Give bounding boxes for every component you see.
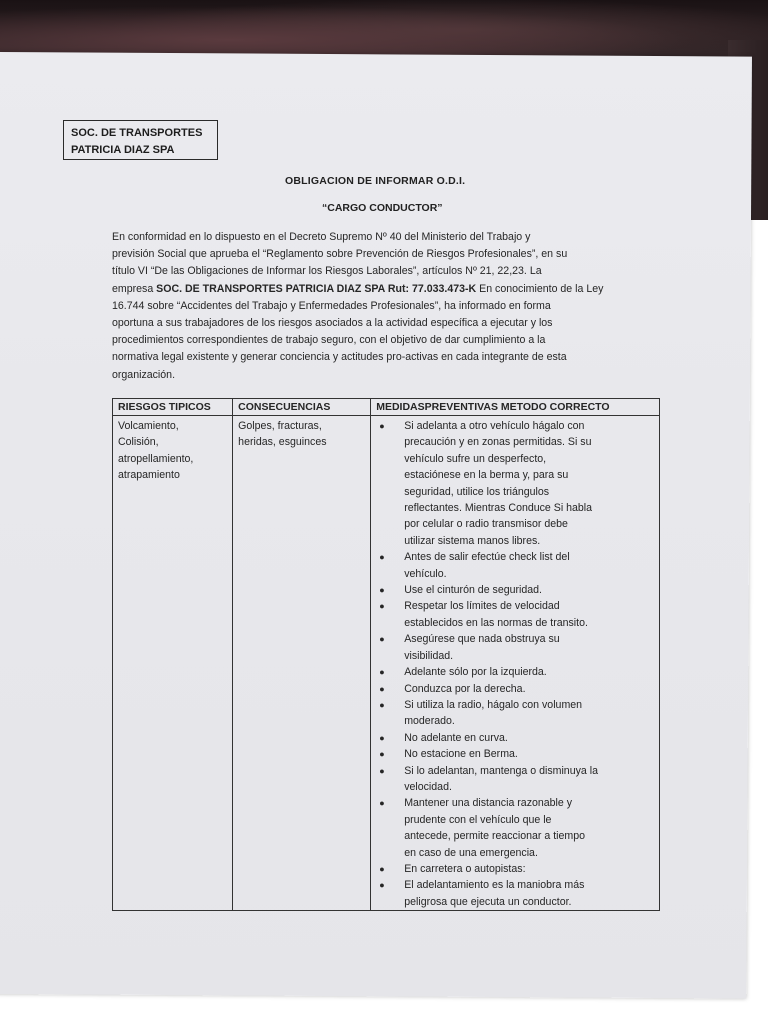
measure-text-line: En carretera o autopistas: xyxy=(404,862,526,875)
bullet-icon: ● xyxy=(379,683,385,694)
bullet-icon: ● xyxy=(379,749,385,760)
document-subtitle: “CARGO CONDUCTOR” xyxy=(322,202,443,214)
measure-text-line: moderado. xyxy=(404,715,455,728)
bullet-icon: ● xyxy=(379,880,385,891)
measure-text-line: No estacione en Berma. xyxy=(404,748,518,761)
measure-text-line: Si lo adelantan, mantenga o disminuya la xyxy=(404,764,598,777)
measure-item xyxy=(379,763,654,796)
intro-line-post: En conocimiento de la Ley xyxy=(476,282,604,295)
bullet-icon: ● xyxy=(379,765,385,776)
bullet-icon: ● xyxy=(379,585,385,596)
measure-text-line: No adelante en curva. xyxy=(404,731,508,744)
intro-line: 16.744 sobre “Accidentes del Trabajo y Enfermedades Profesionales”, ha informado en forma xyxy=(112,299,551,312)
risk-item: atropellamiento, xyxy=(118,452,194,465)
risks-cell xyxy=(113,416,233,911)
measure-item xyxy=(379,418,654,549)
measure-text-line: El adelantamiento es la maniobra más xyxy=(404,879,585,892)
company-name-line-2: PATRICIA DIAZ SPA xyxy=(71,144,175,156)
intro-line: procedimientos correspondientes de trabajo seguro, con el objetivo de dar cumplimiento a la xyxy=(112,334,546,347)
intro-company-rut: SOC. DE TRANSPORTES PATRICIA DIAZ SPA Rut: 77.033.473-K xyxy=(156,282,477,295)
measure-text-line: Asegúrese que nada obstruya su xyxy=(404,633,560,646)
measure-text-line: Antes de salir efectúe check list del xyxy=(404,551,570,564)
header-risks: RIESGOS TIPICOS xyxy=(113,399,233,416)
measure-item xyxy=(379,681,654,697)
measure-item xyxy=(379,631,654,664)
measure-text-line: Mantener una distancia razonable y xyxy=(404,797,573,810)
bullet-icon: ● xyxy=(379,699,385,710)
bullet-icon: ● xyxy=(379,798,385,809)
measure-text-line: precaución y en zonas permitidas. Si su xyxy=(404,436,592,449)
risk-table xyxy=(112,398,660,911)
measure-text-line: Respetar los límites de velocidad xyxy=(404,600,560,613)
measure-text-line: vehículo sufre un desperfecto, xyxy=(404,452,547,465)
intro-line-company xyxy=(112,281,652,298)
measure-text-line: peligrosa que ejecuta un conductor. xyxy=(404,895,572,908)
intro-line: oportuna a sus trabajadores de los riesgos asociados a la actividad específica a ejecutar y los xyxy=(112,317,553,330)
measure-text-line: por celular o radio transmisor debe xyxy=(404,518,568,531)
measures-list xyxy=(376,418,654,910)
header-consequences: CONSECUENCIAS xyxy=(233,399,371,416)
measure-item xyxy=(379,598,654,631)
intro-line: previsión Social que aprueba el “Reglamento sobre Prevención de Riesgos Profesionales”, en su xyxy=(112,248,568,261)
measure-text-line: establecidos en las normas de transito. xyxy=(404,616,588,629)
bullet-icon: ● xyxy=(379,552,385,563)
bullet-icon: ● xyxy=(379,601,385,612)
bullet-icon: ● xyxy=(379,634,385,645)
measure-text-line: vehículo. xyxy=(404,567,447,580)
measure-text-line: Conduzca por la derecha. xyxy=(404,682,526,695)
measure-text-line: antecede, permite reaccionar a tiempo xyxy=(404,830,585,843)
consequences-cell xyxy=(233,416,371,911)
measure-item xyxy=(379,730,654,746)
intro-line: En conformidad en lo dispuesto en el Decreto Supremo Nº 40 del Ministerio del Trabajo y xyxy=(112,231,531,243)
measure-item xyxy=(379,549,654,582)
measure-text-line: Use el cinturón de seguridad. xyxy=(404,584,543,597)
measure-text-line: utilizar sistema manos libres. xyxy=(404,534,541,547)
measure-text-line: seguridad, utilice los triángulos xyxy=(404,485,550,498)
measure-text-line: en caso de una emergencia. xyxy=(404,846,538,859)
measure-text-line: Si adelanta a otro vehículo hágalo con xyxy=(404,420,585,432)
bullet-icon: ● xyxy=(379,667,385,678)
measure-text-line: Si utiliza la radio, hágalo con volumen xyxy=(404,698,583,711)
measure-text-line: estaciónese en la berma y, para su xyxy=(404,469,569,482)
measure-text-line: visibilidad. xyxy=(404,649,454,662)
measure-item xyxy=(379,664,654,680)
risk-item: atrapamiento xyxy=(118,469,180,482)
intro-line: título VI “De las Obligaciones de Informar los Riesgos Laborales”, artículos Nº 21, 22,23. La xyxy=(112,265,542,278)
consequence-item: heridas, esguinces xyxy=(238,436,327,449)
measure-item xyxy=(379,861,654,877)
intro-paragraph xyxy=(112,229,652,384)
bullet-icon: ● xyxy=(379,863,385,874)
risk-table-row xyxy=(113,416,660,911)
bullet-icon: ● xyxy=(379,732,385,743)
intro-line: organización. xyxy=(112,368,176,381)
risk-item: Colisión, xyxy=(118,436,159,449)
measure-item xyxy=(379,795,654,861)
bullet-icon: ● xyxy=(379,421,385,431)
measure-text-line: velocidad. xyxy=(404,780,452,793)
company-name-line-1: SOC. DE TRANSPORTES xyxy=(71,127,203,139)
measure-text-line: reflectantes. Mientras Conduce Si habla xyxy=(404,502,593,515)
header-measures: MEDIDASPREVENTIVAS METODO CORRECTO xyxy=(371,399,660,416)
measure-text-line: prudente con el vehículo que le xyxy=(404,813,552,826)
measure-item xyxy=(379,697,654,730)
measures-cell xyxy=(371,416,660,911)
intro-line-pre: empresa xyxy=(112,282,157,295)
consequence-item: Golpes, fracturas, xyxy=(238,420,322,432)
intro-line: normativa legal existente y generar conciencia y actitudes pro-activas en cada integrante de esta xyxy=(112,351,567,364)
risk-item: Volcamiento, xyxy=(118,420,179,432)
risk-table-header-row xyxy=(113,399,660,416)
measure-text-line: Adelante sólo por la izquierda. xyxy=(404,666,547,679)
measure-item xyxy=(379,877,654,910)
document-title: OBLIGACION DE INFORMAR O.D.I. xyxy=(285,175,466,187)
measure-item xyxy=(379,582,654,598)
company-name-box xyxy=(63,120,218,160)
measure-item xyxy=(379,746,654,762)
